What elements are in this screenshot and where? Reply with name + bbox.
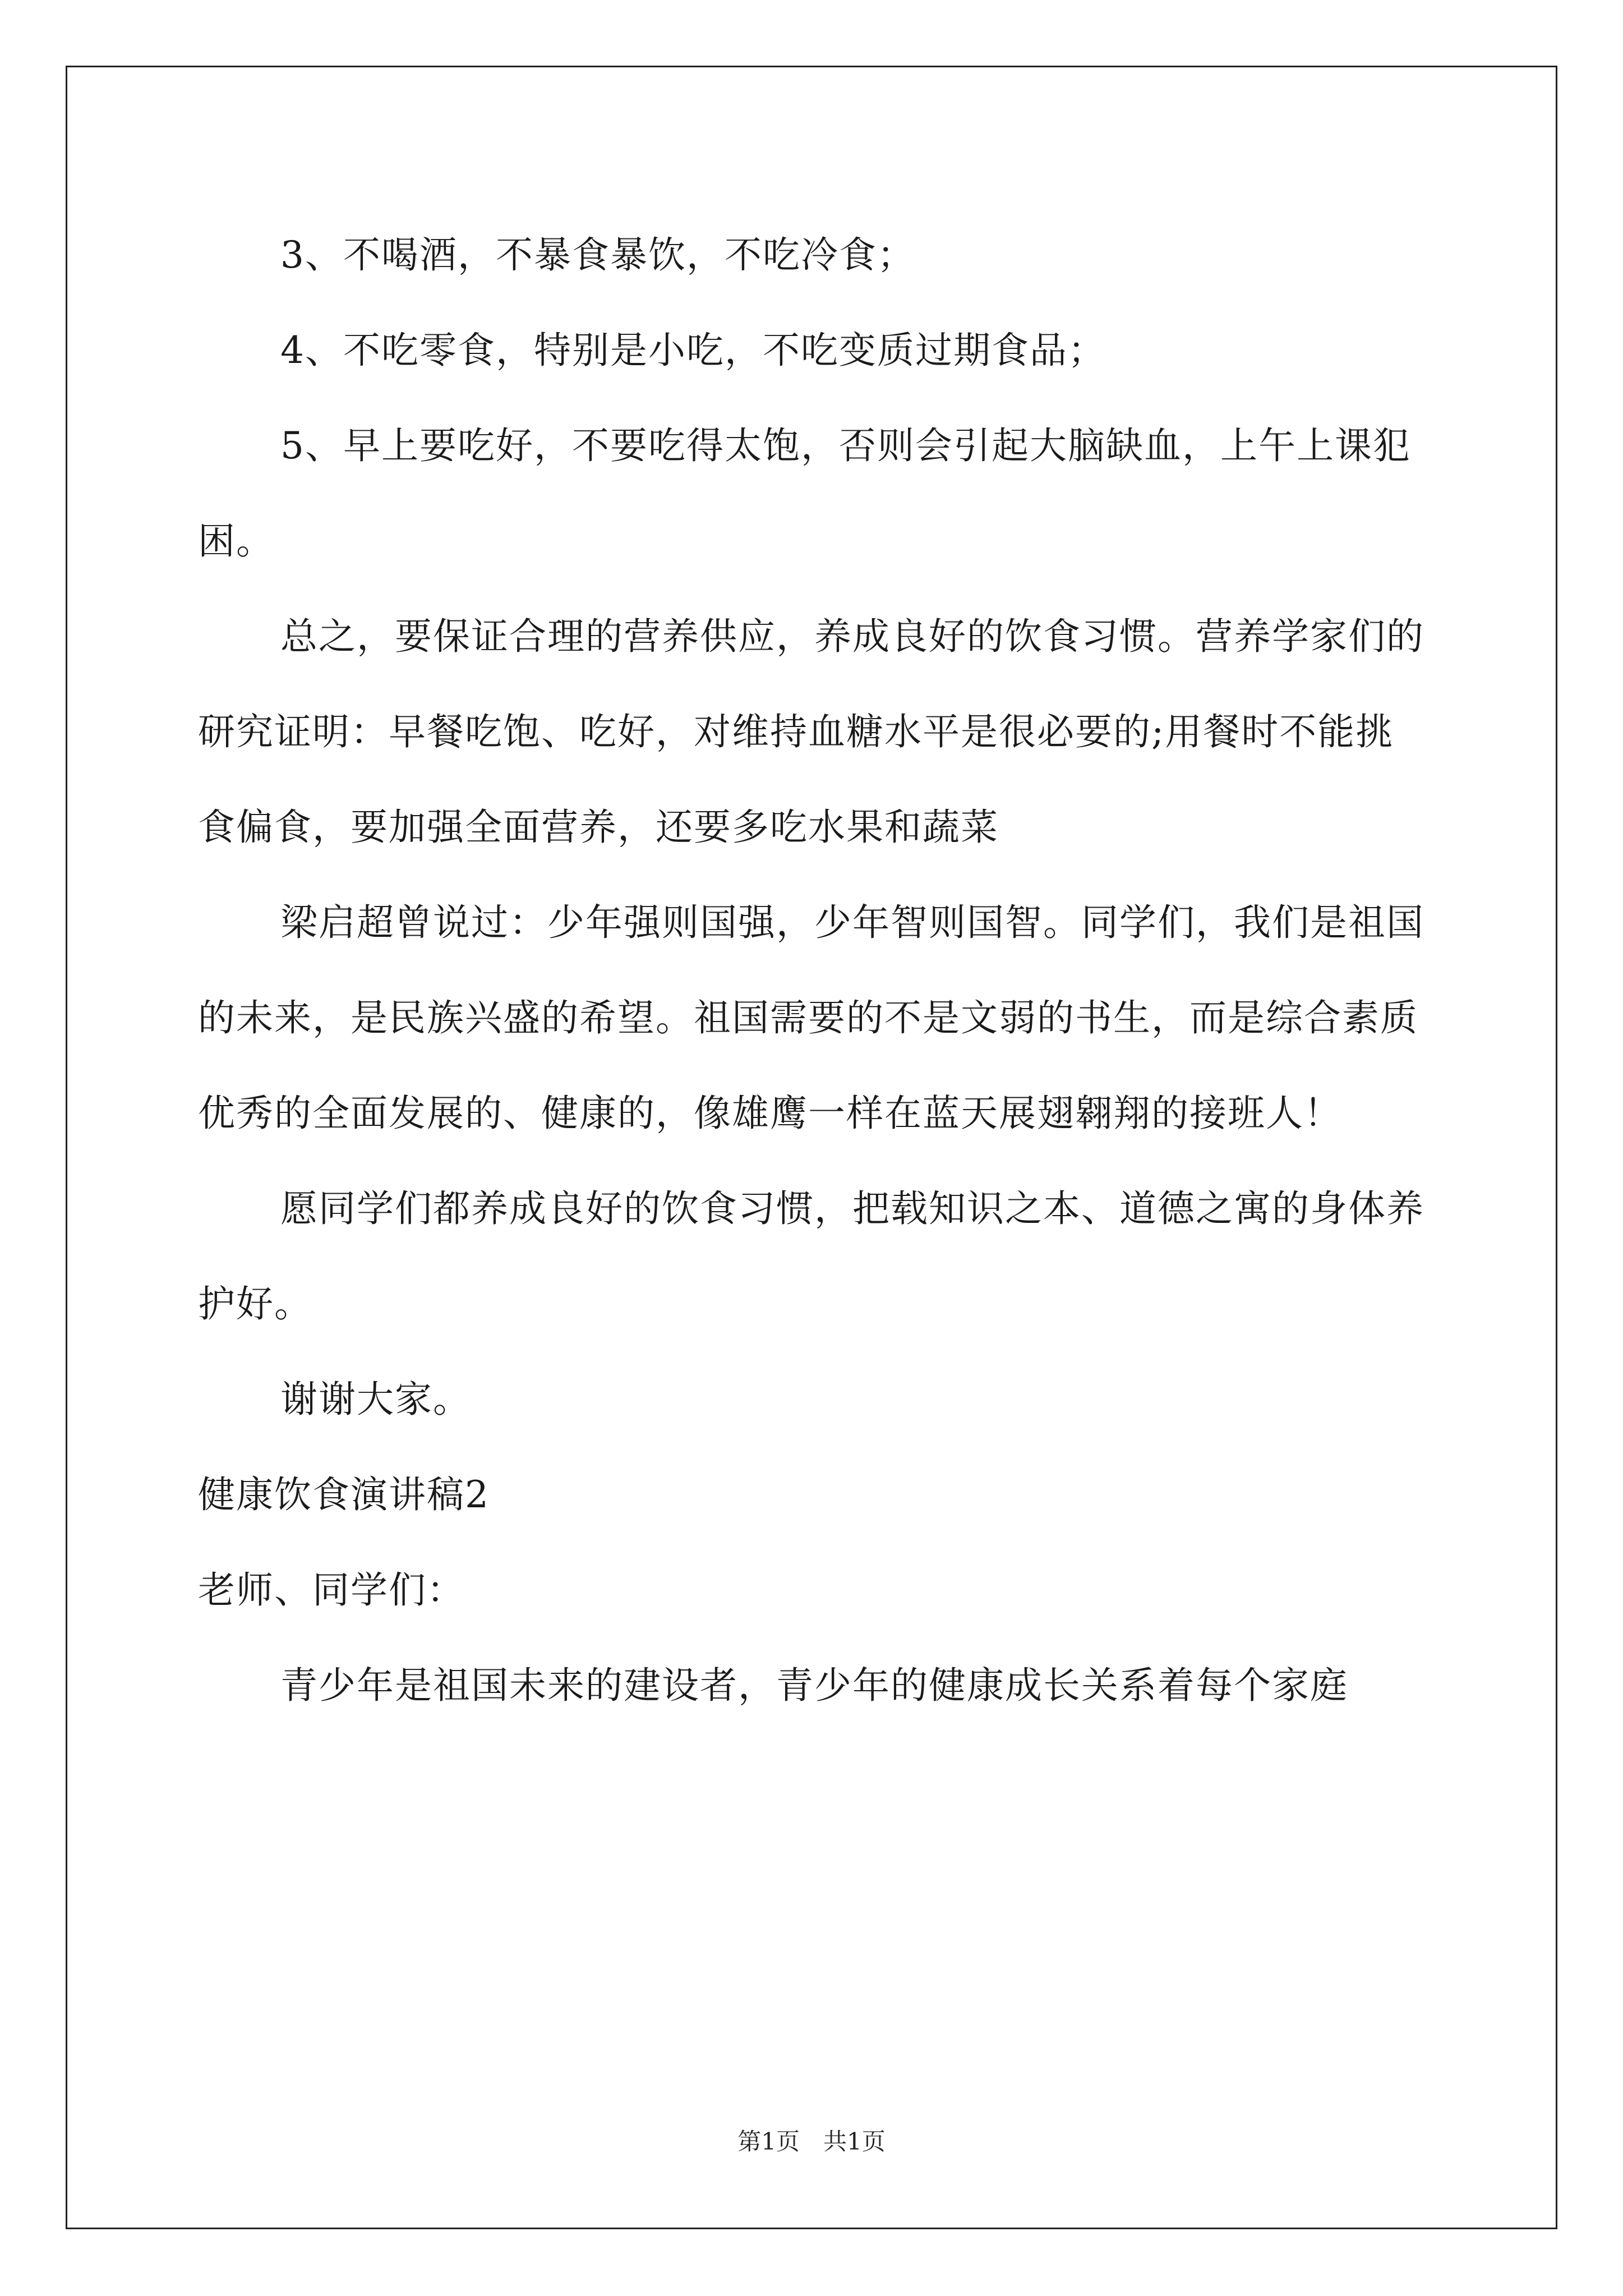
paragraph: 总之，要保证合理的营养供应，养成良好的饮食习惯。营养学家们的研究证明：早餐吃饱、吃好，对维持血糖水平是很必要的;用餐时不能挑食偏食，要加强全面营养，还要多吃水果和蔬菜 xyxy=(198,615,1424,849)
page-number-footer: 第1页 共1页 xyxy=(737,2128,886,2155)
section-title: 健康饮食演讲稿2 xyxy=(198,1473,490,1516)
paragraph: 青少年是祖国未来的建设者，青少年的健康成长关系着每个家庭 xyxy=(280,1664,1348,1707)
paragraph: 谢谢大家。 xyxy=(280,1378,471,1421)
paragraph: 梁启超曾说过：少年强则国强，少年智则国智。同学们，我们是祖国的未来，是民族兴盛的希望。祖国需要的不是文弱的书生，而是综合素质优秀的全面发展的、健康的，像雄鹰一样在蓝天展翅翱翔的接班人！ xyxy=(198,901,1424,1135)
paragraph: 愿同学们都养成良好的饮食习惯，把载知识之本、道德之寓的身体养护好。 xyxy=(198,1187,1424,1326)
document-body xyxy=(198,208,1432,1733)
paragraph: 3、不喝酒，不暴食暴饮，不吃冷食； xyxy=(280,233,915,277)
salutation: 老师、同学们： xyxy=(198,1568,465,1612)
paragraph: 4、不吃零食，特别是小吃，不吃变质过期食品； xyxy=(280,329,1106,372)
paragraph: 5、早上要吃好，不要吃得太饱，否则会引起大脑缺血，上午上课犯困。 xyxy=(198,424,1411,563)
